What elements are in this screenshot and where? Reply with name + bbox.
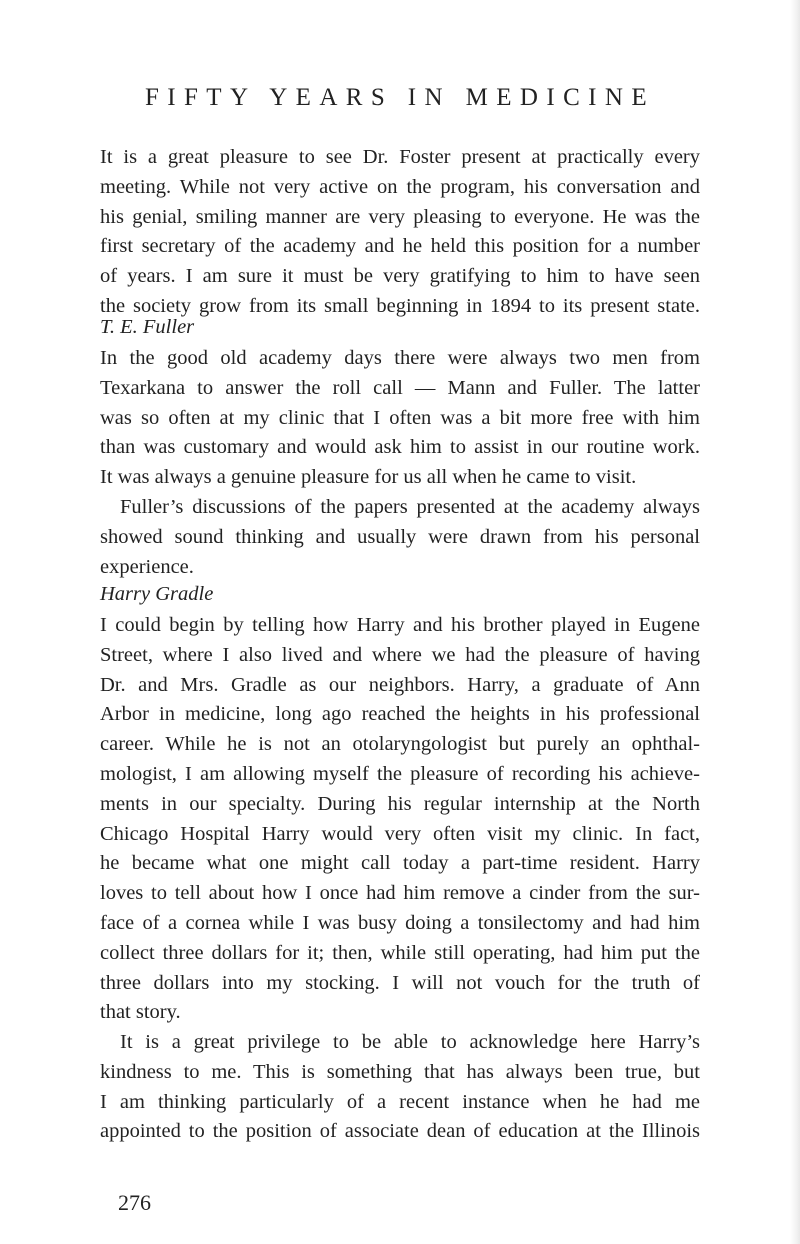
paragraph-gradle-1	[100, 611, 700, 1028]
text-line: kindness to me. This is something that has always been true, but	[100, 1060, 700, 1083]
text-line: was so often at my clinic that I often was a bit more free with him	[100, 406, 700, 429]
text-line: of years. I am sure it must be very gratifying to him to have seen	[100, 265, 700, 288]
text-line: showed sound thinking and usually were drawn from his personal	[100, 525, 700, 548]
page-edge-shadow	[790, 0, 800, 1244]
text-line: that story.	[100, 1001, 181, 1024]
text-line: than was customary and would ask him to assist in our routine work.	[100, 436, 700, 459]
paragraph-foster	[100, 143, 700, 322]
text-line: I am thinking particularly of a recent instance when he had me	[100, 1090, 700, 1113]
text-line: mologist, I am allowing myself the pleasure of recording his achieve-	[100, 762, 700, 785]
paragraph-gradle-2	[100, 1028, 700, 1147]
text-line: I could begin by telling how Harry and his brother played in Eugene	[100, 614, 700, 636]
text-line: his genial, smiling manner are very pleasing to everyone. He was the	[100, 205, 700, 228]
text-line: Fuller’s discussions of the papers presented at the academy always	[120, 496, 700, 518]
text-line: first secretary of the academy and he held this position for a number	[100, 235, 700, 258]
text-line: he became what one might call today a part-time resident. Harry	[100, 852, 700, 875]
text-line: Texarkana to answer the roll call — Mann and Fuller. The latter	[100, 376, 700, 399]
text-line: collect three dollars for it; then, while still operating, had him put the	[100, 941, 700, 964]
paragraph-fuller-2	[100, 493, 700, 582]
text-line: three dollars into my stocking. I will not vouch for the truth of	[100, 971, 700, 994]
paragraph-fuller-1	[100, 344, 700, 493]
text-line: meeting. While not very active on the program, his conversation and	[100, 175, 700, 198]
text-line: Street, where I also lived and where we had the pleasure of having	[100, 643, 700, 666]
section-heading-gradle: Harry Gradle	[100, 583, 214, 605]
text-line: In the good old academy days there were always two men from	[100, 347, 700, 369]
text-line: ments in our specialty. During his regular internship at the North	[100, 792, 700, 815]
text-line: the society grow from its small beginning in 1894 to its present state.	[100, 294, 700, 317]
text-line: career. While he is not an otolaryngologist but purely an ophthal-	[100, 733, 700, 756]
text-line: Chicago Hospital Harry would very often visit my clinic. In fact,	[100, 822, 700, 845]
text-line: Arbor in medicine, long ago reached the heights in his professional	[100, 703, 700, 726]
page-number: 276	[118, 1190, 151, 1215]
text-line: face of a cornea while I was busy doing a tonsilectomy and had him	[100, 911, 700, 934]
section-heading-fuller: T. E. Fuller	[100, 316, 195, 338]
running-head: FIFTY YEARS IN MEDICINE	[144, 84, 656, 111]
text-line: loves to tell about how I once had him remove a cinder from the sur-	[100, 882, 700, 905]
text-line: experience.	[100, 555, 194, 578]
text-line: appointed to the position of associate dean of education at the Illinois	[100, 1120, 700, 1143]
text-line: It was always a genuine pleasure for us all when he came to visit.	[100, 466, 637, 489]
text-line: It is a great privilege to be able to acknowledge here Harry’s	[120, 1031, 700, 1053]
text-line: Dr. and Mrs. Gradle as our neighbors. Harry, a graduate of Ann	[100, 673, 700, 696]
text-line: It is a great pleasure to see Dr. Foster present at practically every	[100, 146, 700, 168]
